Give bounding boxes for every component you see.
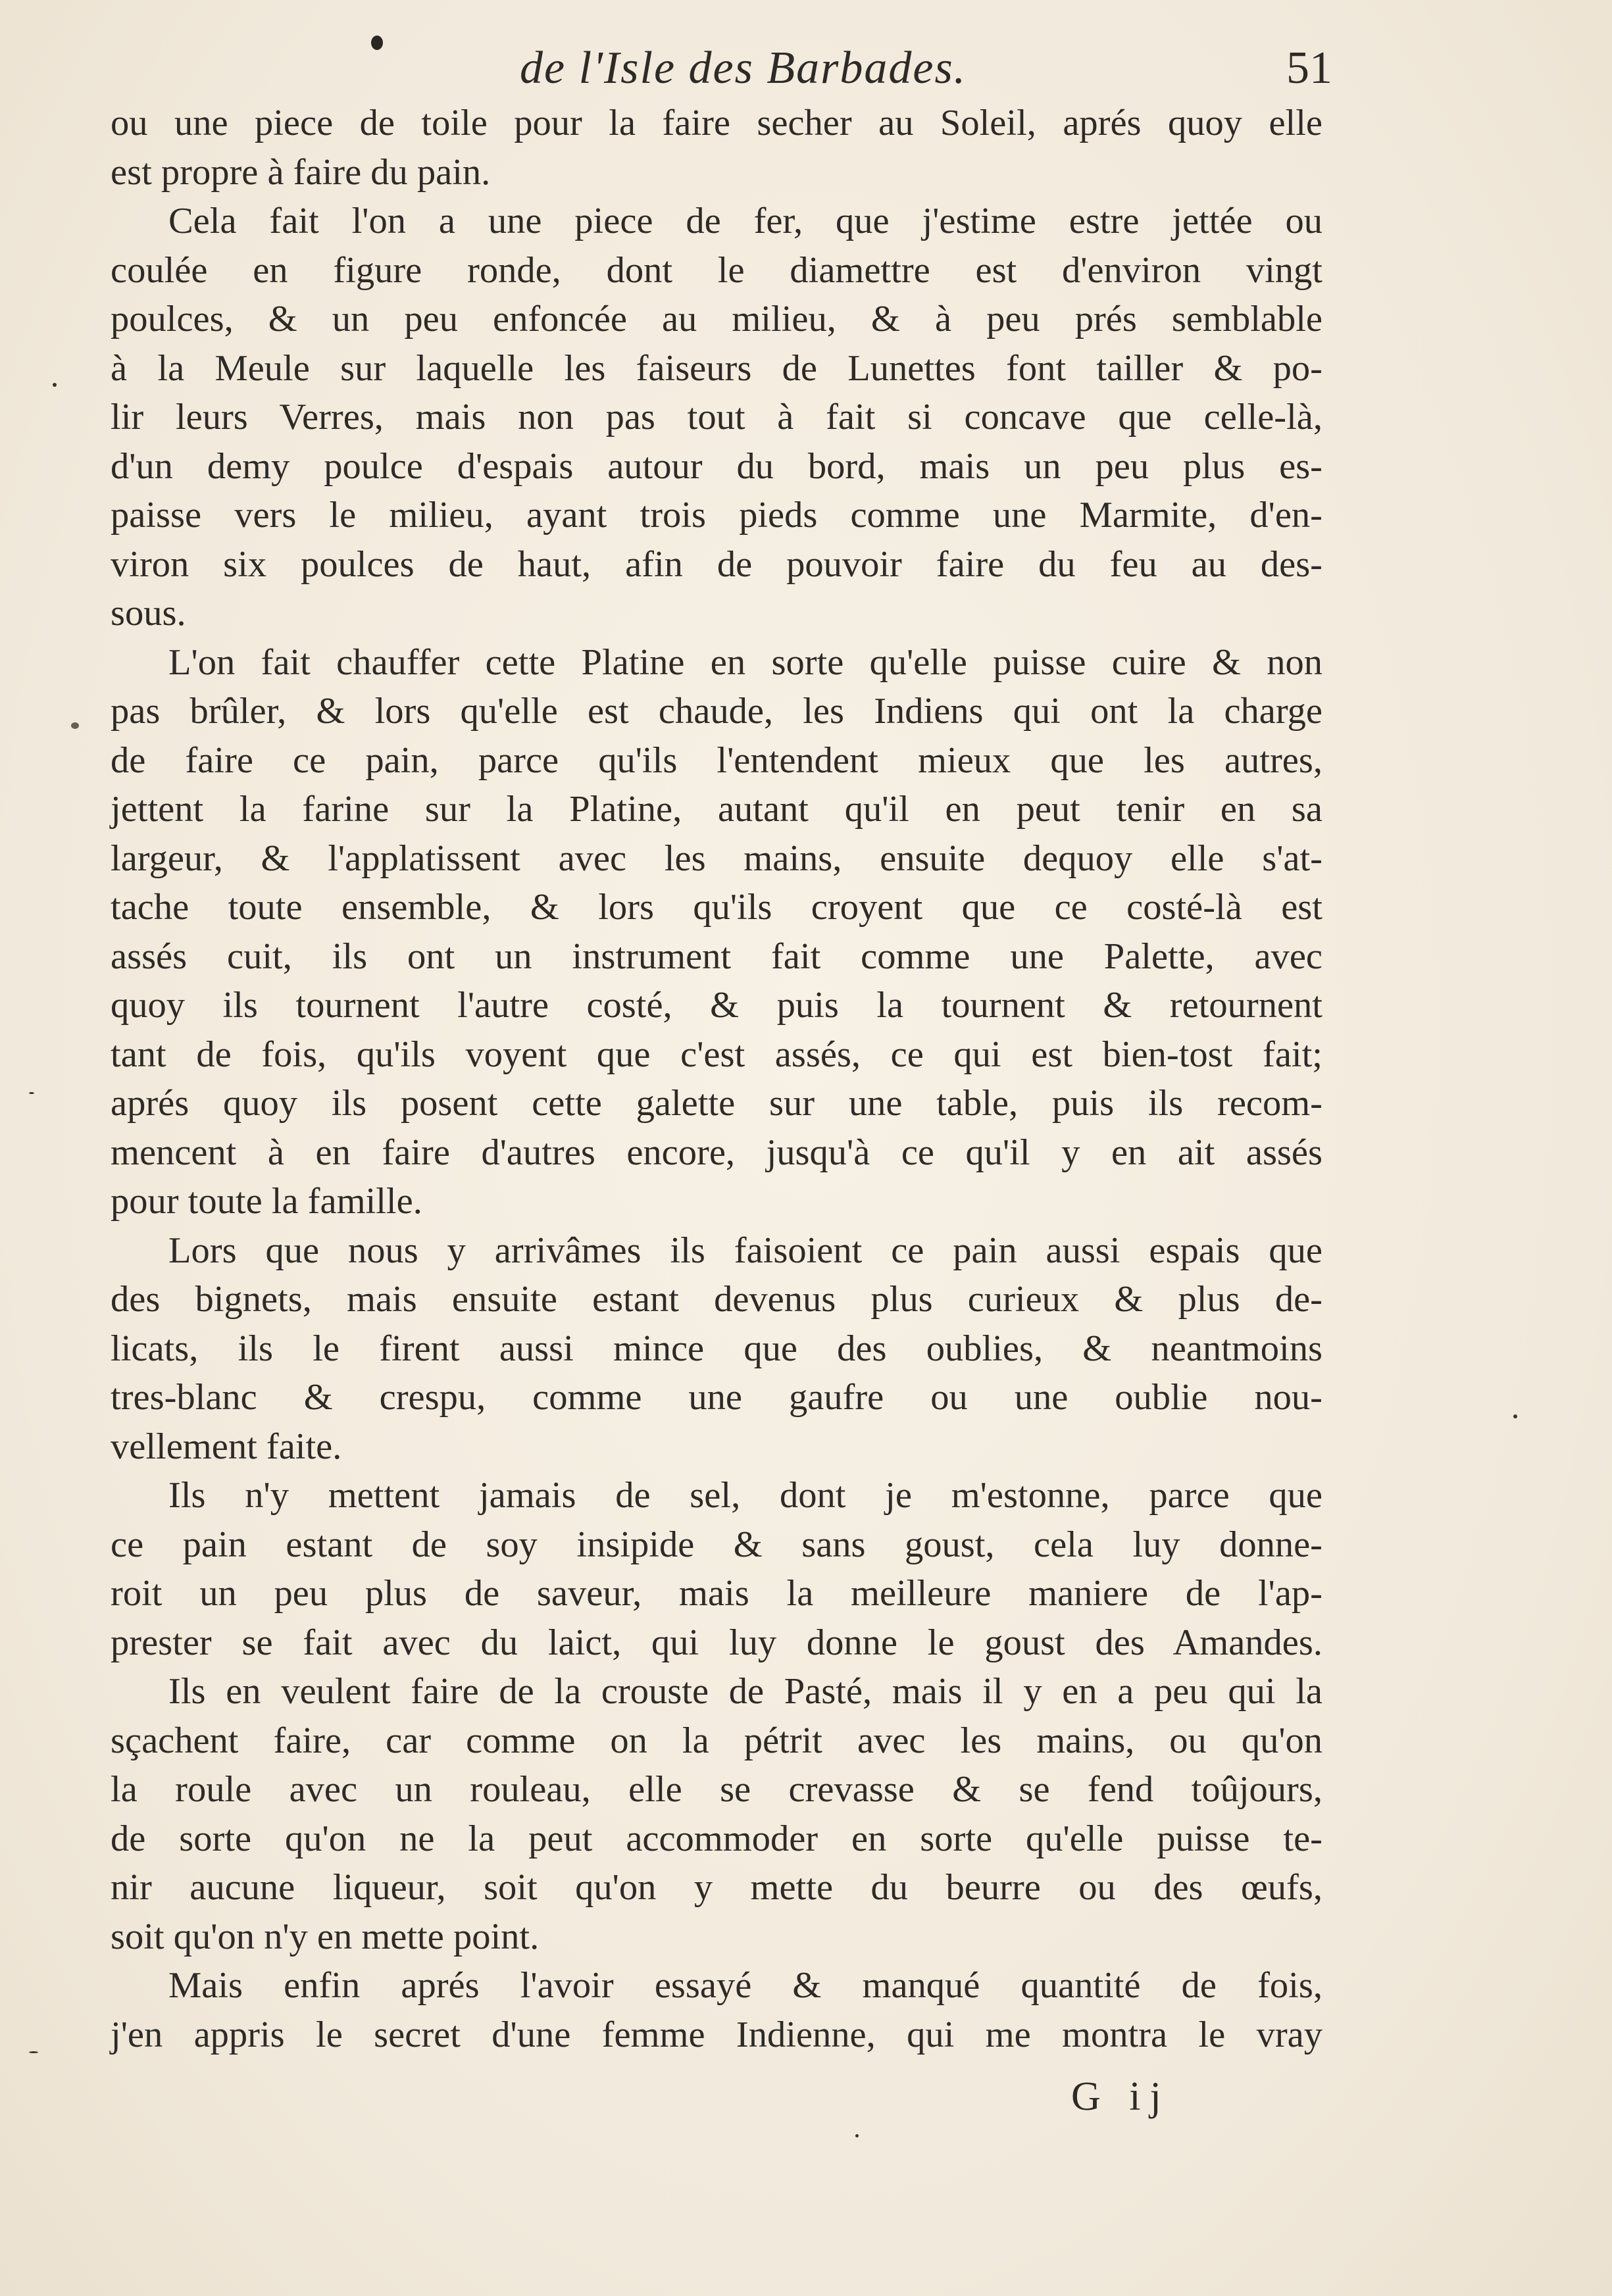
speck (53, 383, 57, 387)
speck (855, 2134, 859, 2137)
text-line: Cela fait l'on a une piece de fer, que j'estime estre jettée ou (168, 201, 1322, 241)
text-line: j'en appris le secret d'une femme Indienne, qui me montra le vray (111, 2014, 1322, 2055)
text-line: pas brûler, & lors qu'elle est chaude, les Indiens qui ont la charge (111, 691, 1322, 732)
text-line: est propre à faire du pain. (111, 151, 491, 193)
text-line: la roule avec un rouleau, elle se crevasse & se fend toûjours, (111, 1769, 1322, 1810)
text-line: largeur, & l'applatissent avec les mains, ensuite dequoy elle s'at- (111, 837, 1322, 879)
text-line: lir leurs Verres, mais non pas tout à fait si concave que celle-là, (111, 397, 1322, 437)
text-line: d'un demy poulce d'espais autour du bord, mais un peu plus es- (111, 445, 1322, 487)
text-line: licats, ils le firent aussi mince que des oublies, & neantmoins (111, 1328, 1322, 1369)
text-line: prester se fait avec du laict, qui luy donne le goust des Amandes. (111, 1622, 1322, 1663)
text-line: sous. (111, 593, 186, 634)
text-line: de sorte qu'on ne la peut accommoder en sorte qu'elle puisse te- (111, 1818, 1322, 1859)
text-line: Ils en veulent faire de la crouste de Pasté, mais il y en a peu qui la (168, 1671, 1322, 1712)
text-line: coulée en figure ronde, dont le diamettre est d'environ vingt (111, 249, 1322, 291)
text-line: tres-blanc & crespu, comme une gaufre ou une oublie nou- (111, 1377, 1322, 1418)
text-line: quoy ils tournent l'autre costé, & puis la tournent & retournent (111, 985, 1322, 1026)
page-number: 51 (1286, 43, 1332, 93)
text-line: tache toute ensemble, & lors qu'ils croyent que ce costé-là est (111, 887, 1322, 928)
text-line: à la Meule sur laquelle les faiseurs de Lunettes font tailler & po- (111, 347, 1322, 389)
text-line: tant de fois, qu'ils voyent que c'est assés, ce qui est bien-tost fait; (111, 1034, 1322, 1075)
text-line: paisse vers le milieu, ayant trois pieds comme une Marmite, d'en- (111, 495, 1322, 536)
text-line: Lors que nous y arrivâmes ils faisoient ce pain aussi espais que (168, 1230, 1322, 1271)
running-title: de l'Isle des Barbades. (520, 43, 967, 93)
text-line: soit qu'on n'y en mette point. (111, 1916, 540, 1957)
speck (71, 722, 79, 729)
text-line: L'on fait chauffer cette Platine en sorte qu'elle puisse cuire & non (168, 641, 1322, 683)
signature-mark: G ij (1071, 2074, 1171, 2119)
text-line: sçachent faire, car comme on la pétrit avec les mains, ou qu'on (111, 1720, 1322, 1761)
text-line: mencent à en faire d'autres encore, jusqu'à ce qu'il y en ait assés (111, 1132, 1322, 1173)
text-line: Ils n'y mettent jamais de sel, dont je m'estonne, parce que (168, 1475, 1322, 1516)
speck (29, 1092, 34, 1094)
text-line: nir aucune liqueur, soit qu'on y mette du beurre ou des œufs, (111, 1867, 1322, 1908)
text-line: Mais enfin aprés l'avoir essayé & manqué quantité de fois, (168, 1965, 1322, 2006)
text-line: poulces, & un peu enfoncée au milieu, & à peu prés semblable (111, 299, 1322, 339)
text-line: assés cuit, ils ont un instrument fait comme une Palette, avec (111, 936, 1322, 977)
text-line: jettent la farine sur la Platine, autant qu'il en peut tenir en sa (111, 789, 1322, 830)
text-line: de faire ce pain, parce qu'ils l'entendent mieux que les autres, (111, 739, 1322, 781)
speck (29, 2051, 38, 2053)
text-line: vellement faite. (111, 1426, 342, 1467)
text-line: ce pain estant de soy insipide & sans goust, cela luy donne- (111, 1524, 1322, 1565)
text-line: viron six poulces de haut, afin de pouvoir faire du feu au des- (111, 543, 1322, 585)
body-text (111, 99, 1322, 2059)
text-line: roit un peu plus de saveur, mais la meilleure maniere de l'ap- (111, 1573, 1322, 1614)
speck (1513, 1414, 1517, 1418)
text-line: aprés quoy ils posent cette galette sur une table, puis ils recom- (111, 1083, 1322, 1124)
text-line: pour toute la famille. (111, 1181, 422, 1222)
page-header (0, 33, 1612, 105)
text-line: des bignets, mais ensuite estant devenus plus curieux & plus de- (111, 1279, 1322, 1320)
text-line: ou une piece de toile pour la faire secher au Soleil, aprés quoy elle (111, 103, 1322, 143)
